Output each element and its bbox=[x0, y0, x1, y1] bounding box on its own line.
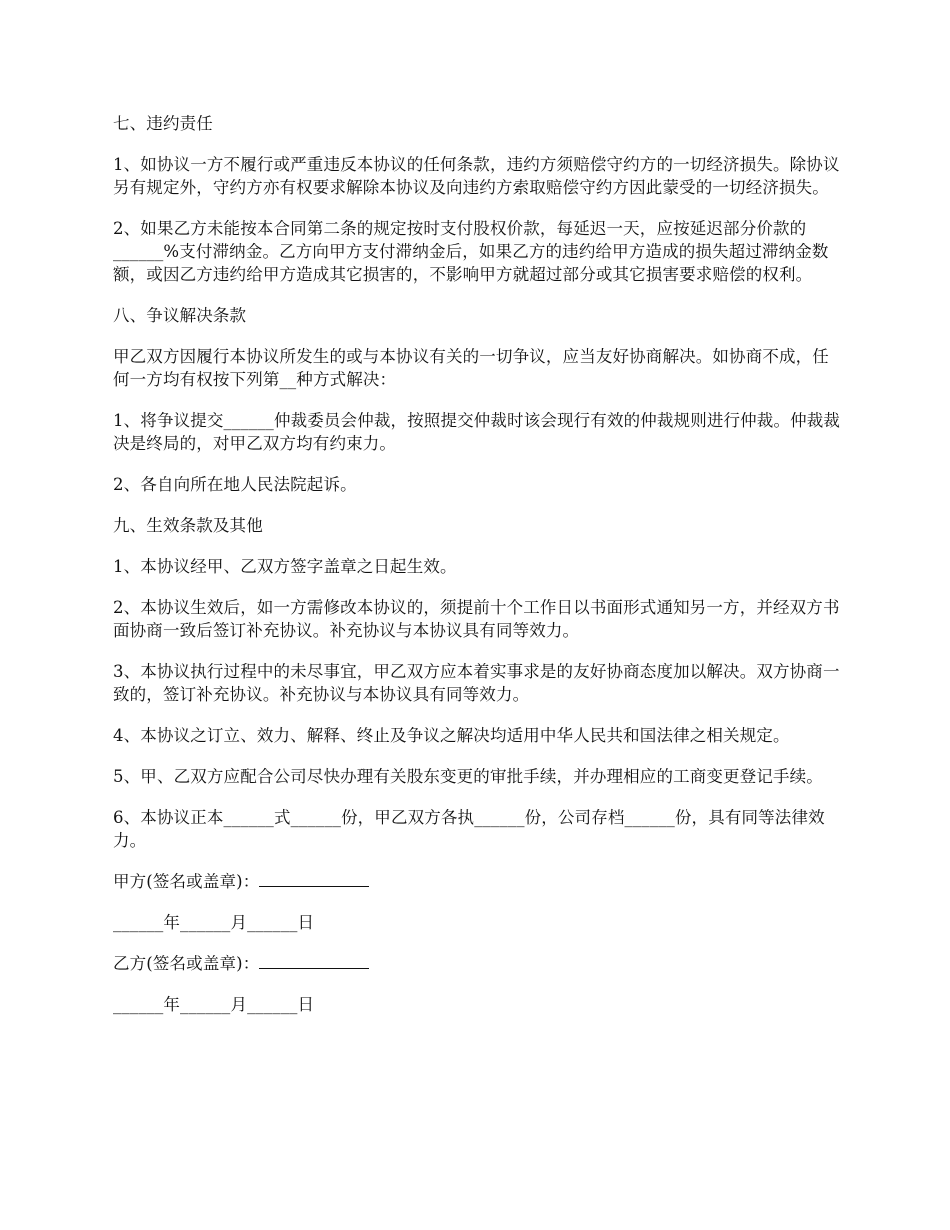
section-8-paragraph-1: 1、将争议提交______仲裁委员会仲裁，按照提交仲裁时该会现行有效的仲裁规则进行仲裁。仲裁裁决是终局的，对甲乙双方均有约束力。 bbox=[113, 411, 841, 453]
party-b-signature-blank bbox=[259, 952, 369, 969]
section-9-paragraph-4: 4、本协议之订立、效力、解释、终止及争议之解决均适用中华人民共和国法律之相关规定。 bbox=[113, 726, 790, 745]
section-8-title: 八、争议解决条款 bbox=[113, 306, 247, 325]
document-content bbox=[113, 112, 843, 1034]
party-a-label: 甲方(签名或盖章)： bbox=[113, 872, 260, 891]
section-9-paragraph-6: 6、本协议正本______式______份，甲乙双方各执______份，公司存档______份，具有同等法律效力。 bbox=[113, 808, 825, 850]
party-b-signature-line bbox=[113, 952, 843, 975]
party-b-label: 乙方(签名或盖章)： bbox=[113, 954, 260, 973]
section-8-intro: 甲乙双方因履行本协议所发生的或与本协议有关的一切争议，应当友好协商解决。如协商不成，任何一方均有权按下列第__种方式解决： bbox=[113, 347, 829, 389]
section-9-paragraph-3: 3、本协议执行过程中的未尽事宜，甲乙双方应本着实事求是的友好协商态度加以解决。双方协商一致的，签订补充协议。补充协议与本协议具有同等效力。 bbox=[113, 662, 840, 704]
section-7-title: 七、违约责任 bbox=[113, 114, 213, 133]
party-b-date: ______年______月______日 bbox=[113, 995, 315, 1014]
section-8-paragraph-2: 2、各自向所在地人民法院起诉。 bbox=[113, 475, 357, 494]
section-7-paragraph-1: 1、如协议一方不履行或严重违反本协议的任何条款，违约方须赔偿守约方的一切经济损失。除协议另有规定外，守约方亦有权要求解除本协议及向违约方索取赔偿守约方因此蒙受的一切经济损失。 bbox=[113, 155, 840, 197]
party-a-date: ______年______月______日 bbox=[113, 913, 315, 932]
section-9-paragraph-1: 1、本协议经甲、乙双方签字盖章之日起生效。 bbox=[113, 557, 457, 576]
party-a-signature-line bbox=[113, 870, 843, 893]
section-9-title: 九、生效条款及其他 bbox=[113, 516, 263, 535]
section-9-paragraph-2: 2、本协议生效后，如一方需修改本协议的，须提前十个工作日以书面形式通知另一方，并经双方书面协商一致后签订补充协议。补充协议与本协议具有同等效力。 bbox=[113, 598, 840, 640]
section-9-paragraph-5: 5、甲、乙双方应配合公司尽快办理有关股东变更的审批手续，并办理相应的工商变更登记手续。 bbox=[113, 767, 823, 786]
section-7-paragraph-2: 2、如果乙方未能按本合同第二条的规定按时支付股权价款，每延迟一天，应按延迟部分价款的______%支付滞纳金。乙方向甲方支付滞纳金后，如果乙方的违约给甲方造成的损失超过滞纳金数额，或因乙方违约给甲方造成其它损害的，不影响甲方就超过部分或其它损害要求赔偿的权利。 bbox=[113, 219, 829, 284]
party-a-signature-blank bbox=[259, 870, 369, 887]
